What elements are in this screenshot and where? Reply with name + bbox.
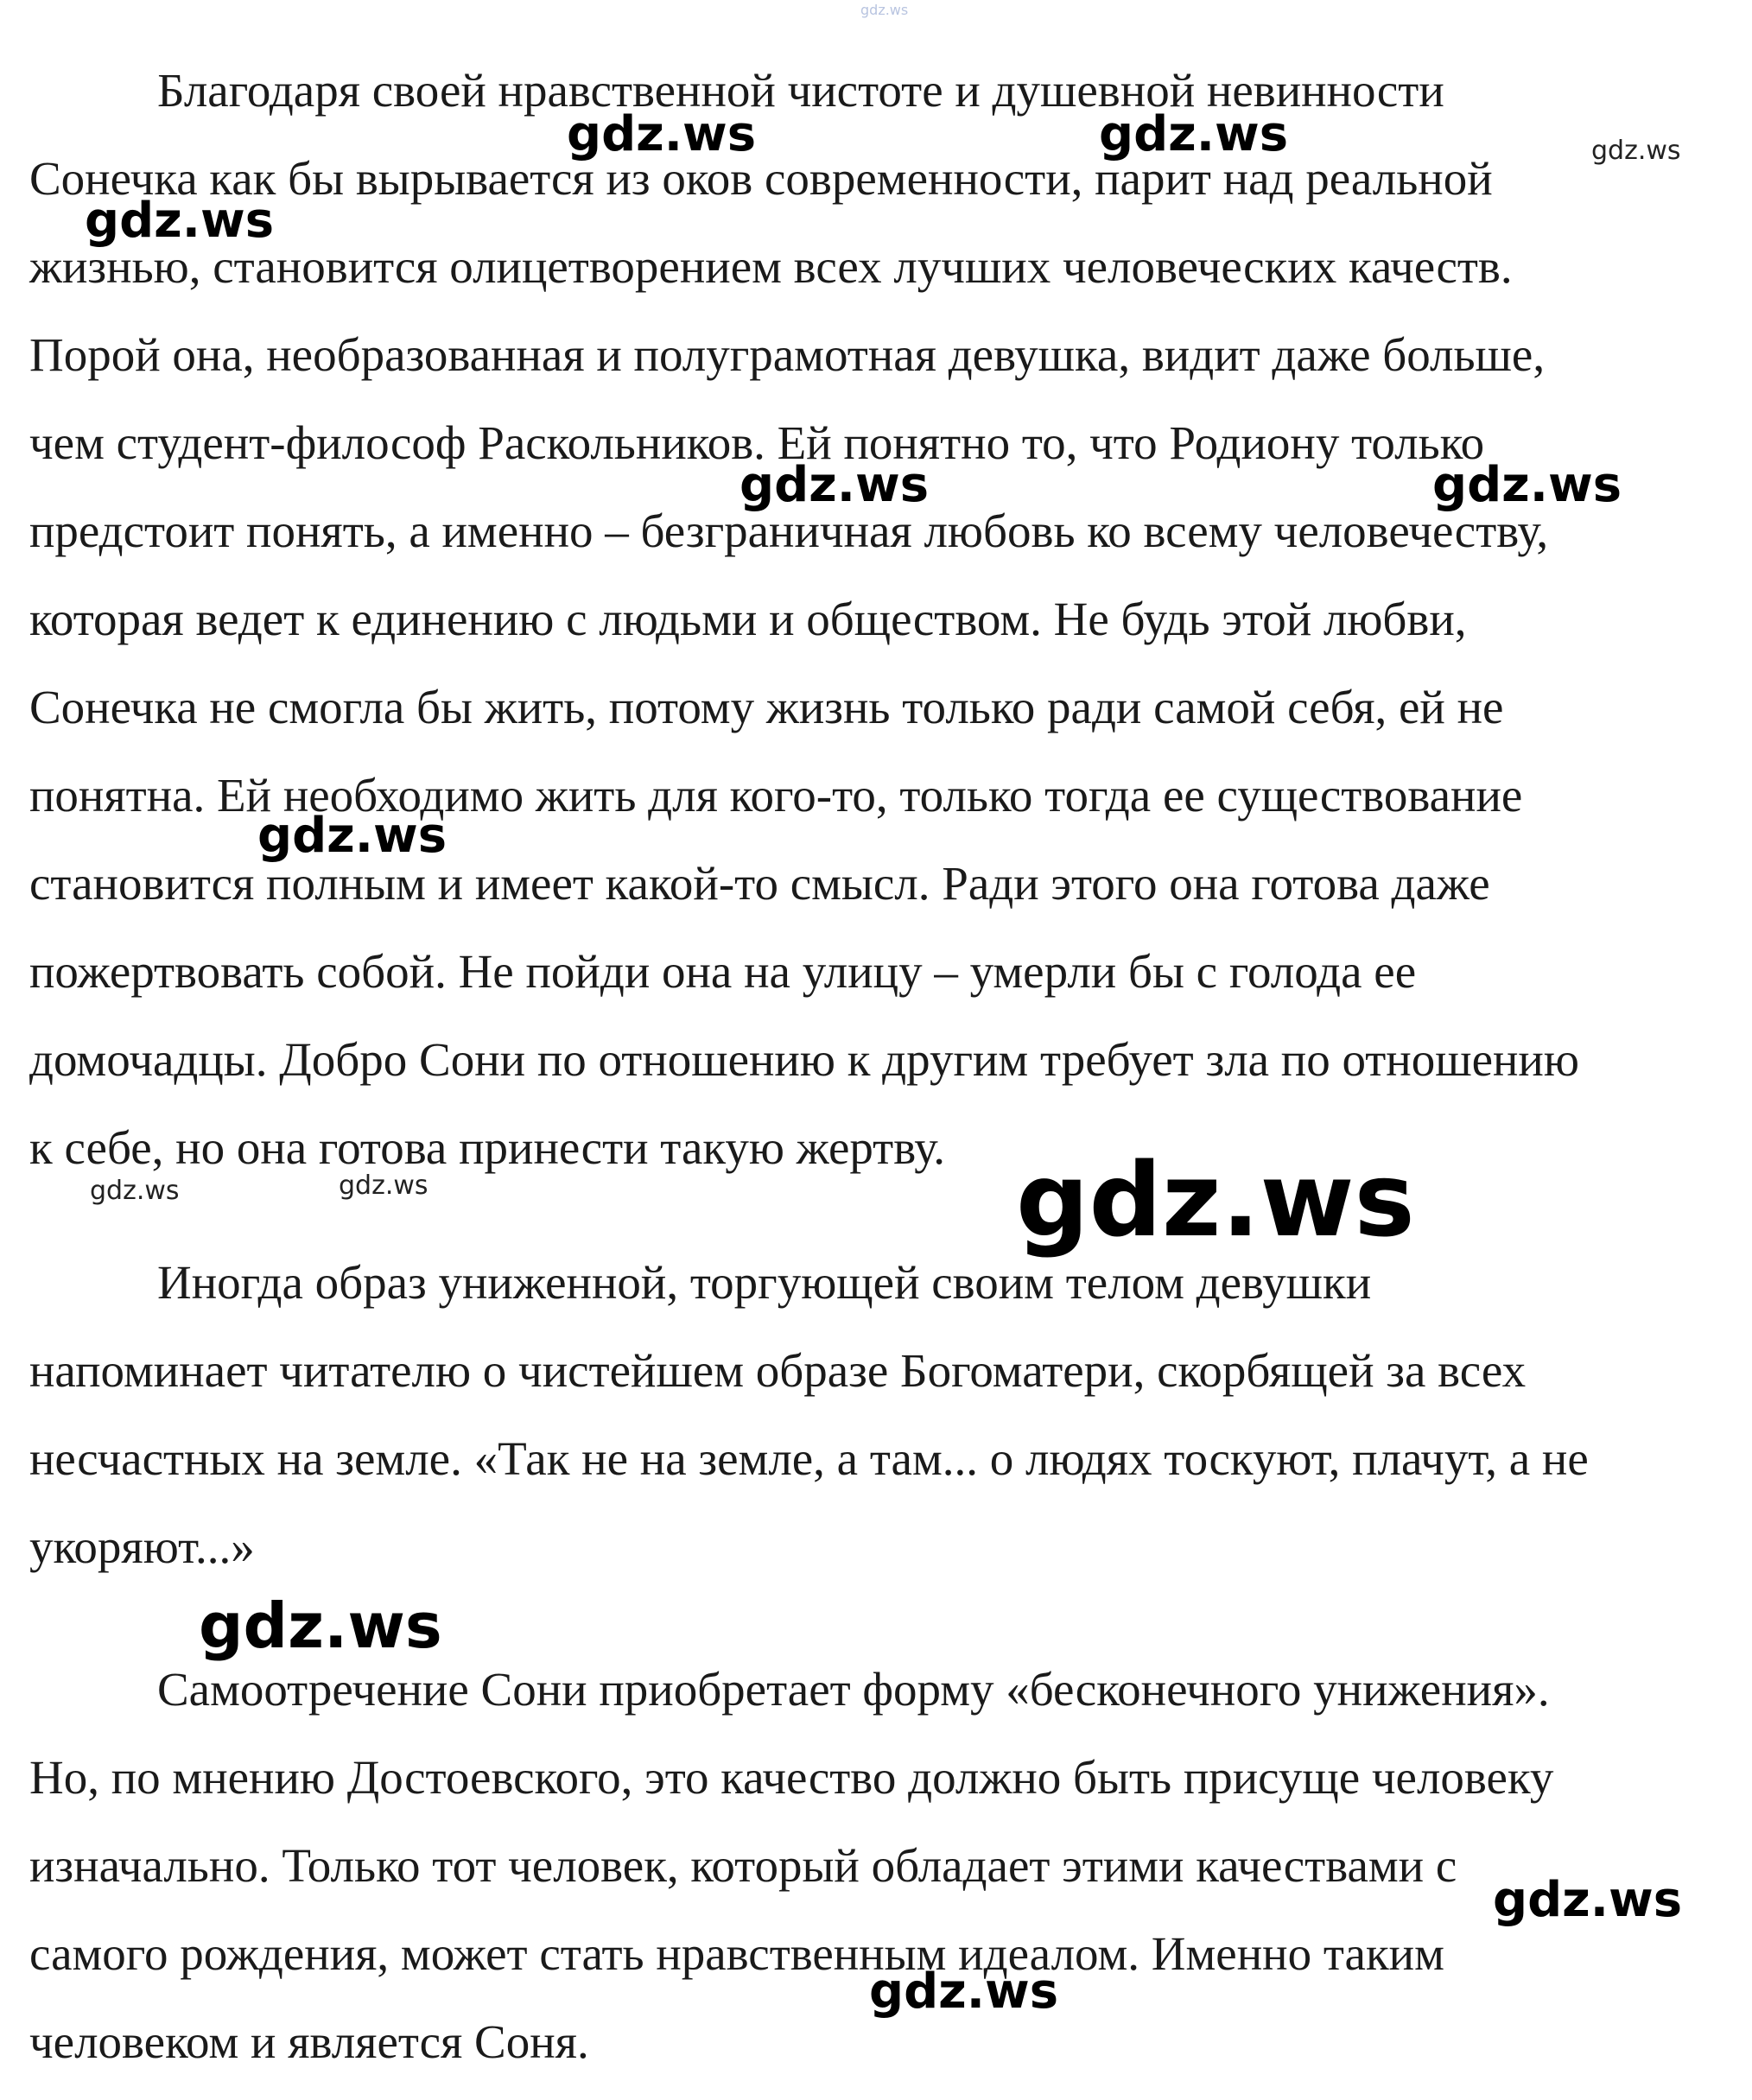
watermark: gdz.ws bbox=[85, 193, 275, 249]
paragraph-3 bbox=[29, 1646, 1723, 2086]
watermark: gdz.ws bbox=[740, 457, 930, 513]
watermark: gdz.ws bbox=[1493, 1872, 1683, 1928]
watermark: gdz.ws bbox=[860, 2, 909, 18]
watermark: gdz.ws bbox=[1432, 457, 1622, 513]
paragraph-text: Иногда образ униженной, торгующей своим телом девушки напоминает читателю о чистейшем образе Богоматери, скорбящей за всех несчастных на земле. «Так не на земле, а там... о людях тоскуют, плачут, а не укоряют...» bbox=[29, 1256, 1589, 1573]
watermark: gdz.ws bbox=[1016, 1140, 1415, 1259]
watermark: gdz.ws bbox=[1099, 106, 1289, 162]
paragraph-text: Самоотречение Сони приобретает форму «бесконечного унижения». Но, по мнению Достоевского, это качество должно быть присуще человеку изначально. Только тот человек, который обладает этими качествами с самого рождения, может стать нравственным идеалом. Именно таким человеком и является Соня. bbox=[29, 1663, 1554, 2068]
watermark: gdz.ws bbox=[257, 808, 448, 864]
watermark: gdz.ws bbox=[567, 106, 757, 162]
watermark: gdz.ws bbox=[199, 1589, 442, 1662]
paragraph-2 bbox=[29, 1239, 1723, 1591]
paragraph-1 bbox=[29, 47, 1723, 1192]
watermark: gdz.ws bbox=[869, 1964, 1059, 2020]
watermark: gdz.ws bbox=[1591, 136, 1681, 166]
watermark: gdz.ws bbox=[90, 1176, 180, 1206]
paragraph-text: Благодаря своей нравственной чистоте и душевной невинности Сонечка как бы вырывается из оков современности, парит над реальной жизнью, становится олицетворением всех лучших человеческих качеств. Порой она, необразованная и полуграмотная девушка, видит даже больше, чем студент-философ Раскольников. Ей понятно то, что Родиону только предстоит понять, а именно – безграничная любовь ко всему человечеству, которая ведет к единению с людьми и обществом. Не будь этой любви, Сонечка не смогла бы жить, потому жизнь только ради самой себя, ей не понятна. Ей необходимо жить для кого-то, только тогда ее существование становится полным и имеет какой-то смысл. Ради этого она готова даже пожертвовать собой. Не пойди она на улицу – умерли бы с голода ее домочадцы. Добро Сони по отношению к другим требует зла по отношению к себе, но она готова принести такую жертву. bbox=[29, 64, 1579, 1174]
watermark: gdz.ws bbox=[339, 1171, 428, 1201]
